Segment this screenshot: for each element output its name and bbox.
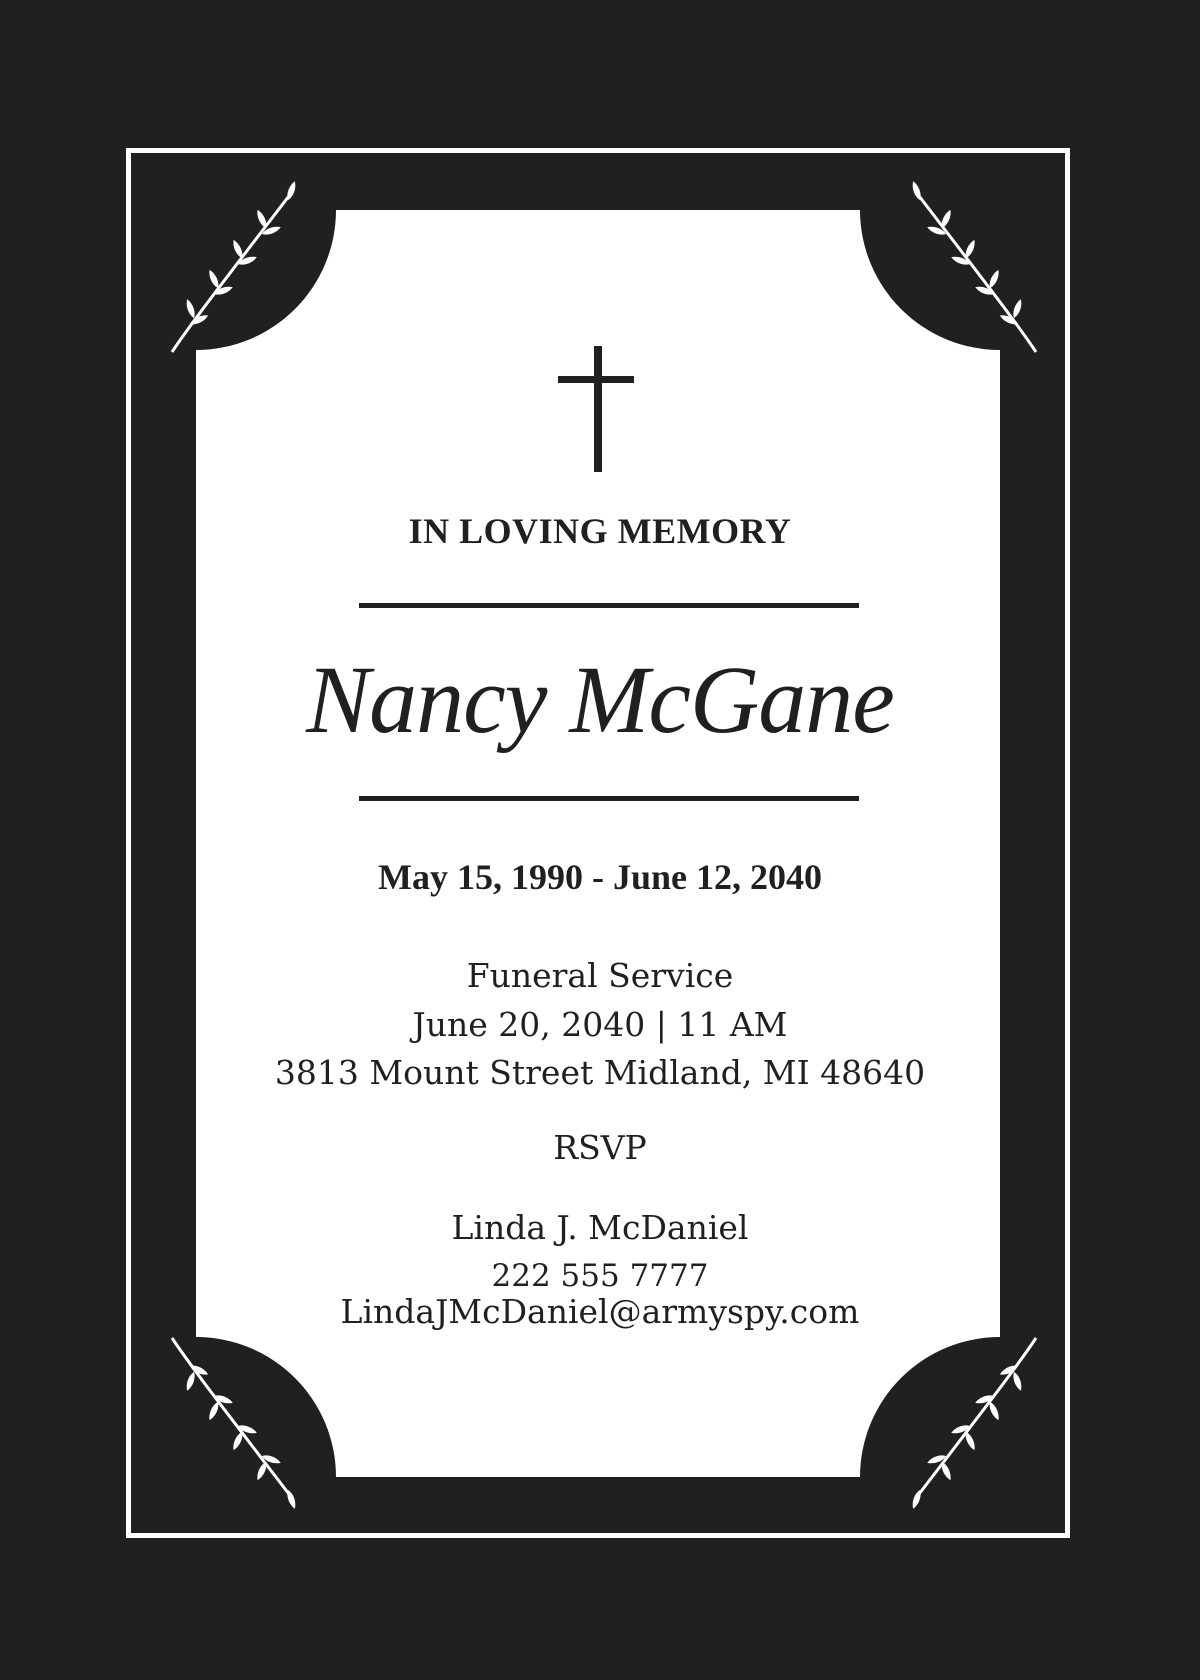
rsvp-label: RSVP: [553, 1128, 647, 1167]
heading-in-loving-memory: IN LOVING MEMORY: [408, 511, 792, 551]
life-dates: May 15, 1990 - June 12, 2040: [378, 857, 822, 897]
deceased-name: Nancy McGane: [306, 646, 894, 753]
divider-top: [359, 603, 859, 608]
service-date-time: June 20, 2040 | 11 AM: [412, 1005, 788, 1044]
contact-name: Linda J. McDaniel: [451, 1208, 749, 1247]
contact-email: LindaJMcDaniel@armyspy.com: [340, 1292, 860, 1331]
contact-phone: 222 555 7777: [491, 1258, 709, 1294]
divider-bottom: [359, 796, 859, 801]
service-title: Funeral Service: [466, 956, 734, 995]
service-address: 3813 Mount Street Midland, MI 48640: [274, 1053, 926, 1092]
